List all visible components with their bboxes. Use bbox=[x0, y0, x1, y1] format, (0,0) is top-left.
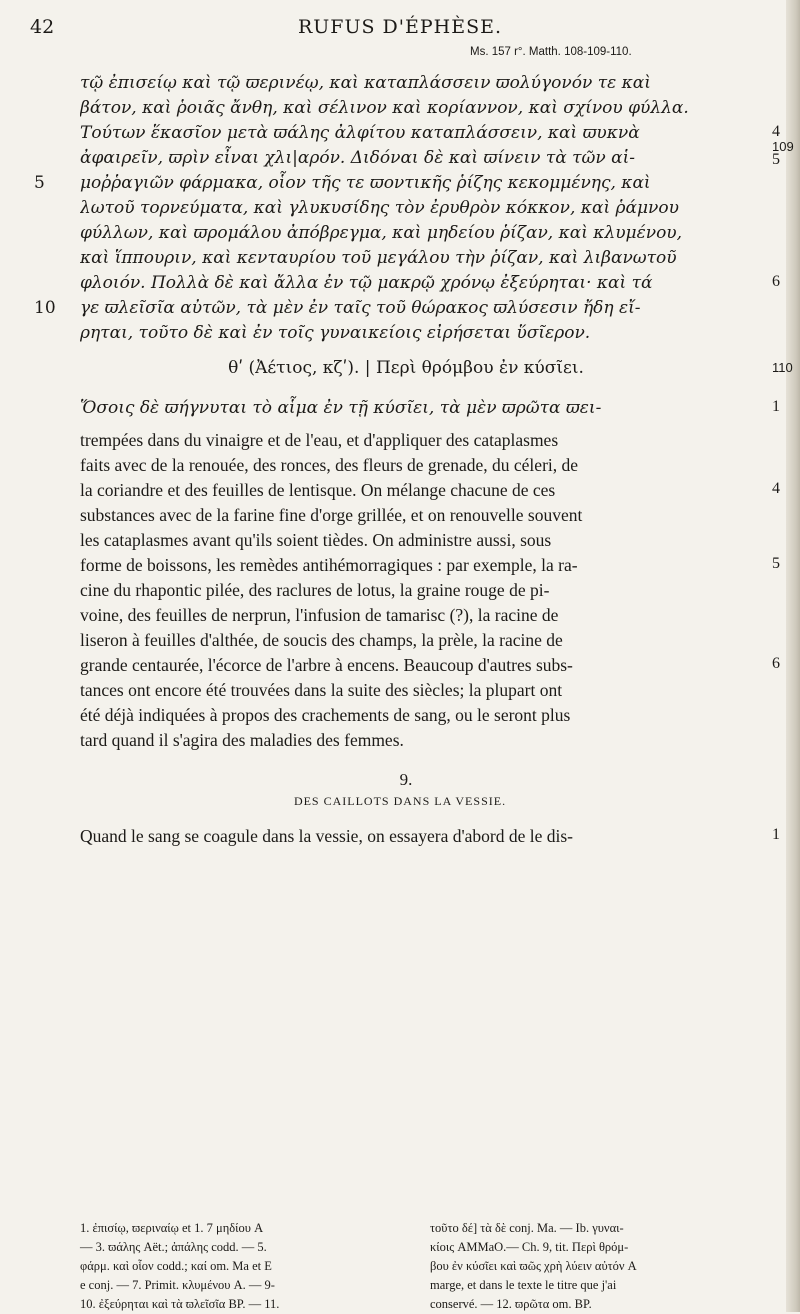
manuscript-folio-number: 109 bbox=[772, 139, 794, 154]
line-number-right: 1 bbox=[772, 826, 780, 843]
line-number-left: 10 bbox=[34, 298, 56, 318]
section-number: 9. bbox=[399, 770, 413, 789]
french-line: Quand le sang se coagule dans la vessie, on essayera d'abord de le dis- bbox=[80, 826, 573, 846]
french-line: faits avec de la renouée, des ronces, des fleurs de grenade, du céleri, de bbox=[80, 455, 579, 475]
french-line: substances avec de la farine fine d'orge grillée, et on renouvelle souvent bbox=[80, 505, 583, 525]
footnote-line: e conj. — 7. Primit. κλυμένου A. — 9- bbox=[80, 1278, 275, 1292]
greek-line: ἀφαιρεῖν, ϖρὶν εἶναι χλι|αρόν. Διδόναι δὲ καὶ ϖίνειν τὰ τῶν αἱ- bbox=[80, 148, 636, 168]
french-line: la coriandre et des feuilles de lentisque. On mélange chacune de ces bbox=[80, 480, 556, 500]
scan-binding-edge bbox=[786, 0, 800, 1312]
page-number: 42 bbox=[30, 16, 55, 38]
greek-line: ρηται, τοῦτο δὲ καὶ ἐν τοῖς γυναικείοις εἰρήσεται ὕσῖερον. bbox=[80, 323, 591, 343]
footnote-line: 10. ἐξεύρηται καὶ τὰ ϖλεῖσῖα BP. — 11. bbox=[80, 1297, 280, 1311]
greek-line: μοῤῥαγιῶν φάρμακα, οἷον τῆς τε ϖοντικῆς ῥίζης κεκομμένης, καὶ bbox=[80, 173, 651, 193]
french-line: été déjà indiquées à propos des crachements de sang, ou le seront plus bbox=[80, 705, 571, 725]
footnote-line: φάρμ. καὶ οἷον codd.; καί om. Ma et E bbox=[80, 1259, 272, 1273]
greek-line: λωτοῦ τορνεύματα, καὶ γλυκυσίδης τὸν ἐρυθρὸν κόκκον, καὶ ῥάμνου bbox=[80, 198, 679, 218]
french-line: forme de boissons, les remèdes antihémorragiques : par exemple, la ra- bbox=[80, 555, 578, 575]
line-number-left: 5 bbox=[34, 173, 45, 193]
french-line: cine du rhapontic pilée, des raclures de lotus, la graine rouge de pi- bbox=[80, 580, 550, 600]
section-heading-greek: θʹ (Ἀέτιος, κζʹ). | Περὶ θρόμβου ἐν κύσῖει. bbox=[228, 358, 584, 378]
line-number-right: 4 bbox=[772, 480, 780, 497]
french-line: tard quand il s'agira des maladies des femmes. bbox=[80, 730, 404, 750]
line-number-right: 1 bbox=[772, 398, 780, 415]
french-line: voine, des feuilles de nerprun, l'infusion de tamarisc (?), la racine de bbox=[80, 605, 559, 625]
manuscript-reference: Ms. 157 r°. Matth. 108-109-110. bbox=[470, 46, 632, 58]
footnote-line: 1. ἐπισίῳ, ϖεριναίῳ et 1. 7 μηδίου A bbox=[80, 1221, 264, 1235]
footnote-line: conservé. — 12. ϖρῶτα om. BP. bbox=[430, 1297, 592, 1311]
greek-line: Ὅσοις δὲ ϖήγνυται τὸ αἷμα ἐν τῇ κύσῖει, τὰ μὲν ϖρῶτα ϖει- bbox=[80, 398, 602, 418]
line-number-right: 5 bbox=[772, 151, 780, 168]
line-number-right: 5 bbox=[772, 555, 780, 572]
greek-line: βάτον, καὶ ῥοιᾶς ἄνθη, καὶ σέλινον καὶ κορίαννον, καὶ σχίνου φύλλα. bbox=[80, 98, 689, 118]
footnote-line: τοῦτο δέ] τὰ δὲ conj. Ma. — Ib. γυναι- bbox=[430, 1221, 624, 1235]
footnote-line: βου ἐν κύσῖει καὶ ϖῶς χρὴ λύειν αὐτόν A bbox=[430, 1259, 637, 1273]
footnote-line: κίοις AMMaO.— Ch. 9, tit. Περὶ θρόμ- bbox=[430, 1240, 629, 1254]
greek-line: τῷ ἐπισείῳ καὶ τῷ ϖερινέῳ, καὶ καταπλάσσειν ϖολύγονόν τε καὶ bbox=[80, 73, 651, 93]
french-line: grande centaurée, l'écorce de l'arbre à encens. Beaucoup d'autres subs- bbox=[80, 655, 573, 675]
section-title: DES CAILLOTS DANS LA VESSIE. bbox=[293, 794, 507, 808]
french-line: trempées dans du vinaigre et de l'eau, et d'appliquer des cataplasmes bbox=[80, 430, 559, 450]
line-number-right: 4 bbox=[772, 123, 780, 140]
french-line: tances ont encore été trouvées dans la suite des siècles; la plupart ont bbox=[80, 680, 563, 700]
greek-line: φύλλων, καὶ ϖρομάλου ἀπόβρεγμα, καὶ μηδείου ῥίζαν, καὶ κλυμένου, bbox=[80, 223, 683, 243]
greek-line: γε ϖλεῖσῖα αὐτῶν, τὰ μὲν ἐν ταῖς τοῦ θώρακος ϖλύσεσιν ἤδη εἴ- bbox=[80, 298, 641, 318]
footnotes-left-column bbox=[80, 1219, 410, 1314]
footnote-line: marge, et dans le texte le titre que j'ai bbox=[430, 1278, 617, 1292]
footnote-line: — 3. ϖάλης Aët.; ἀπάλης codd. — 5. bbox=[80, 1240, 267, 1254]
line-number-right: 6 bbox=[772, 655, 780, 672]
running-title: RUFUS D'ÉPHÈSE. bbox=[297, 16, 503, 38]
french-line: les cataplasmes avant qu'ils soient tièdes. On administre aussi, sous bbox=[80, 530, 552, 550]
line-number-right: 6 bbox=[772, 273, 780, 290]
greek-line: Τούτων ἕκασῖον μετὰ ϖάλης ἀλφίτου καταπλάσσειν, καὶ ϖυκνὰ bbox=[80, 123, 640, 143]
footnotes-right-column bbox=[430, 1219, 760, 1314]
greek-line: καὶ ἵππουριν, καὶ κενταυρίου τοῦ μεγάλου τὴν ῥίζαν, καὶ λιβανωτοῦ bbox=[80, 248, 677, 268]
greek-line: φλοιόν. Πολλὰ δὲ καὶ ἄλλα ἐν τῷ μακρῷ χρόνῳ ἐξεύρηται· καὶ τά bbox=[80, 273, 653, 293]
manuscript-folio-number: 110 bbox=[772, 360, 793, 375]
french-line: liseron à feuilles d'althée, de soucis des champs, la prèle, la racine de bbox=[80, 630, 563, 650]
